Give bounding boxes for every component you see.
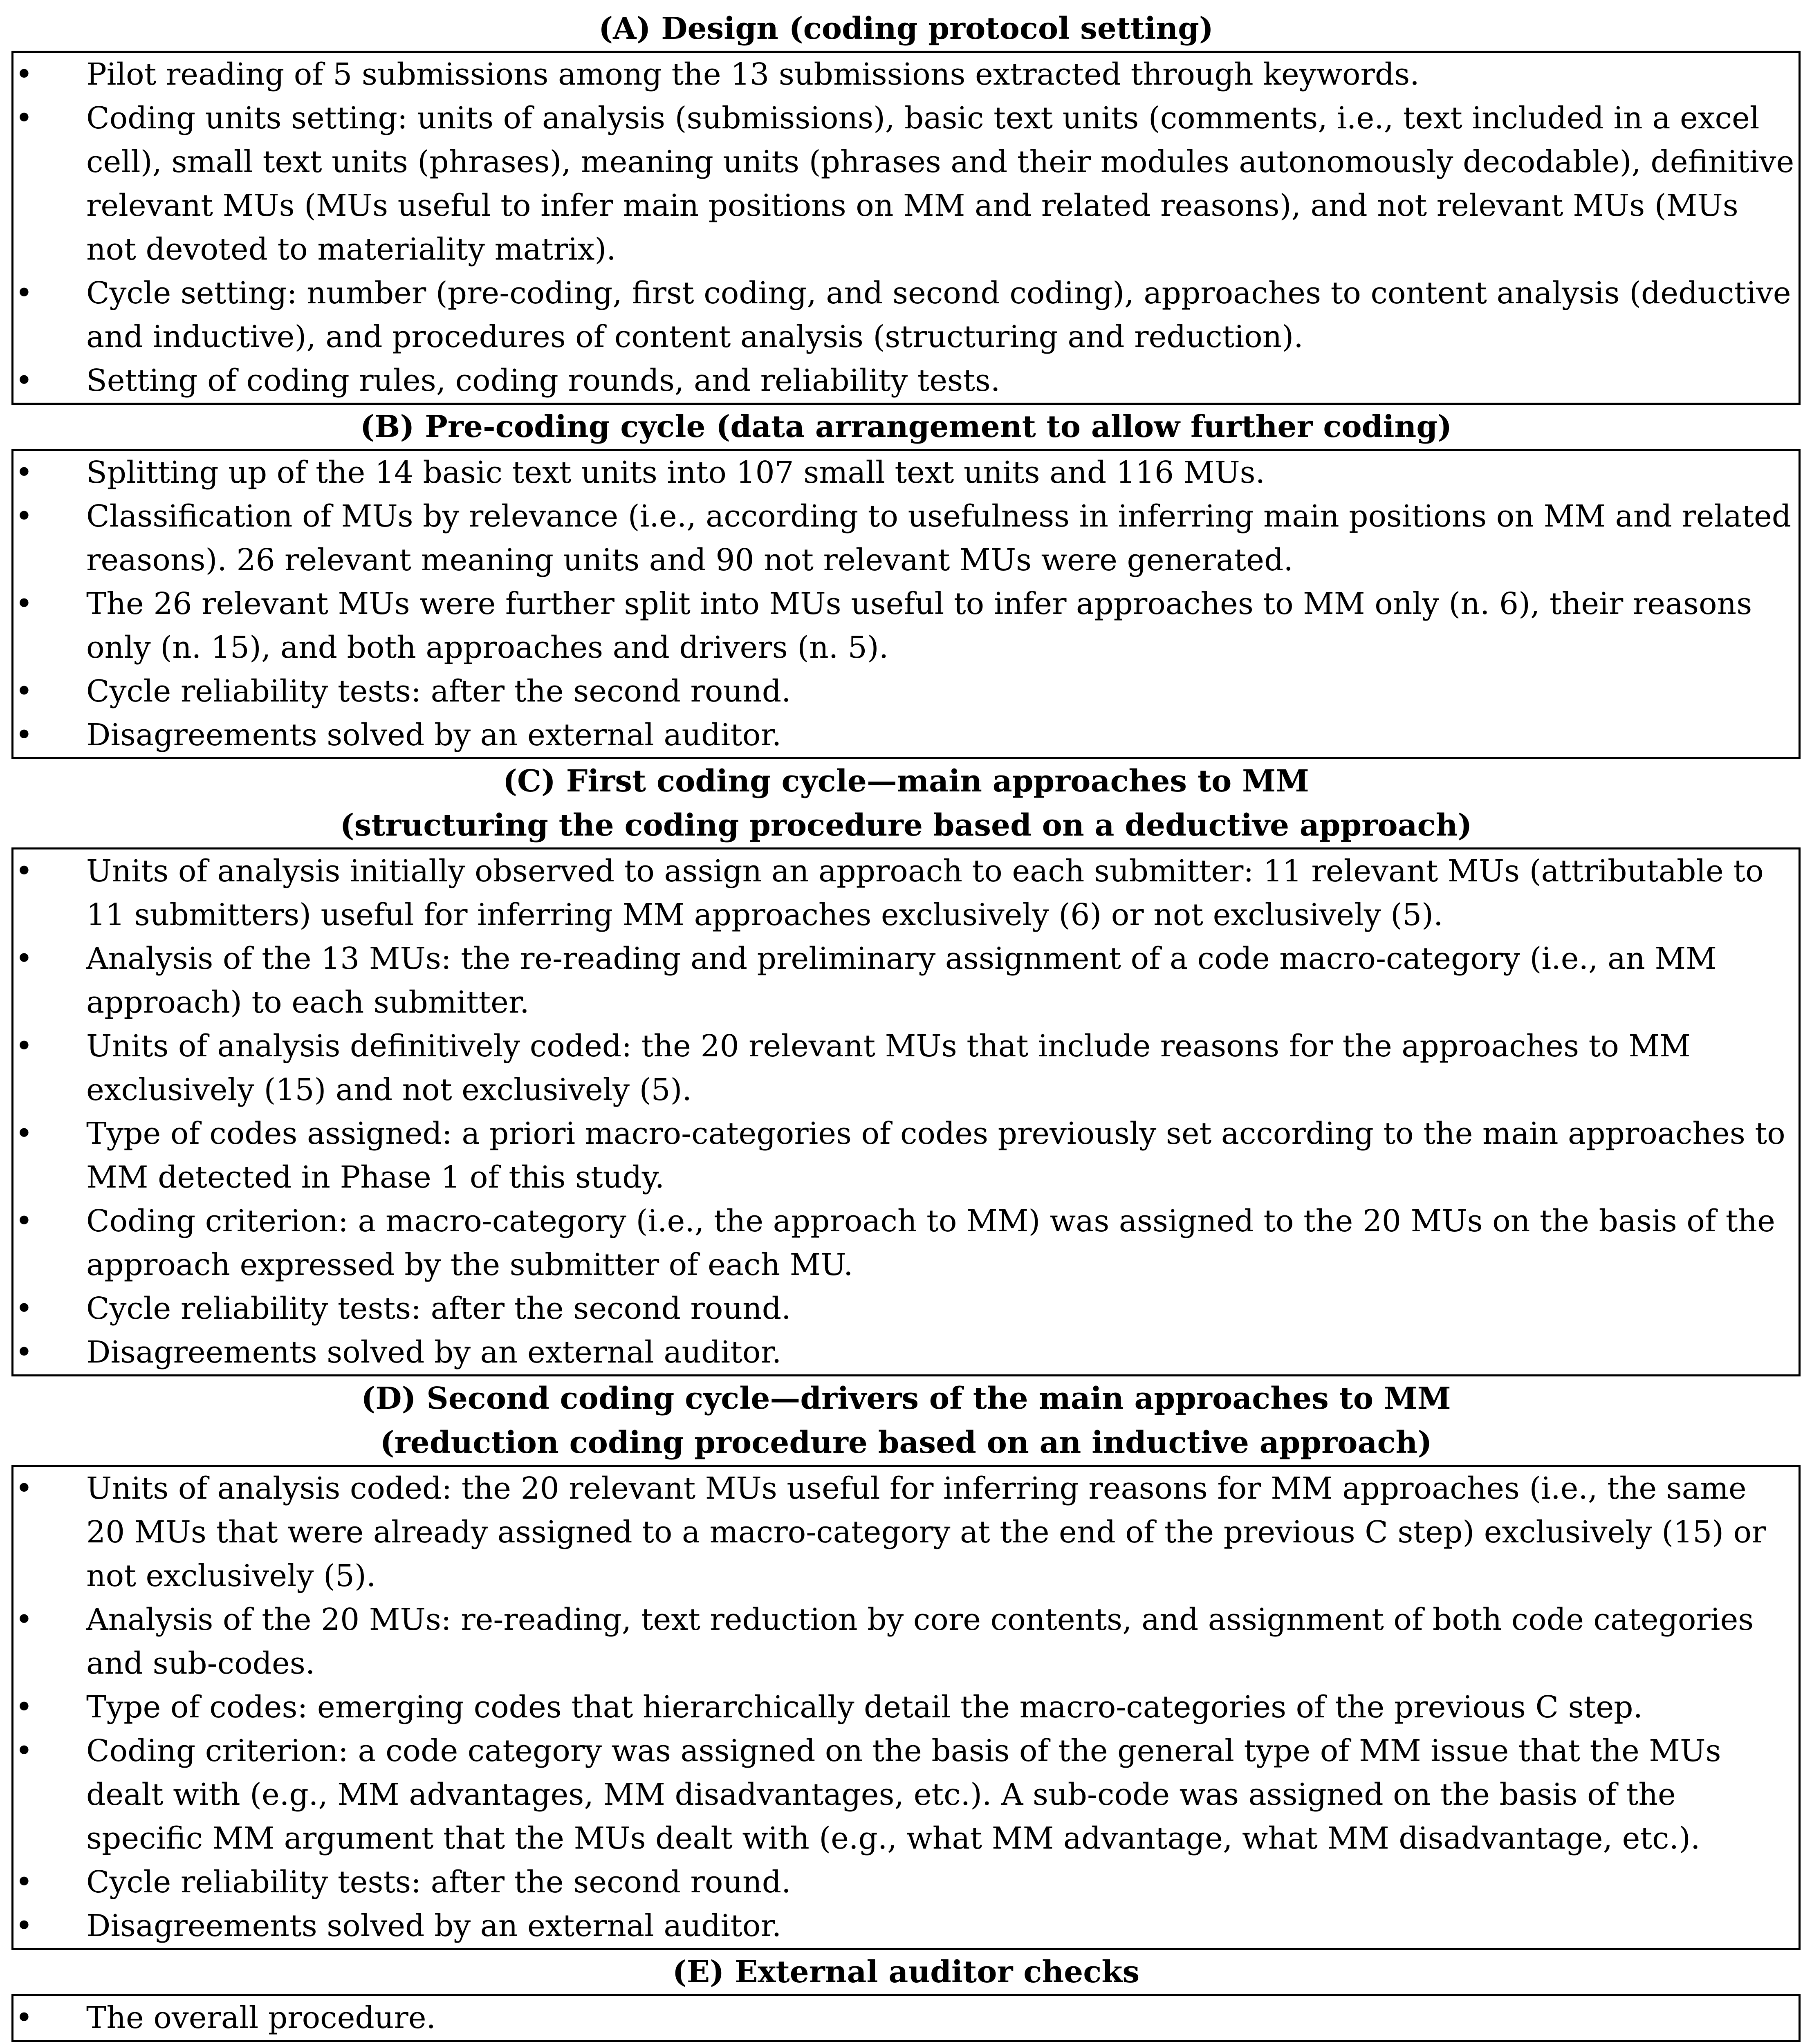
- item-text: Coding criterion: a code category was assigned on the basis of the general type of MM issue that the MUs dealt with (e.g., MM advantages, MM disadvantages, etc.). A sub-code was assigned on the basis of the specific MM argument that the MUs dealt with (e.g., what MM advantage, what MM disadvantage, etc.).: [86, 1733, 1721, 1856]
- item-text: Disagreements solved by an external auditor.: [86, 1335, 782, 1370]
- item-text: Coding criterion: a macro-category (i.e., the approach to MM) was assigned to the 20 MUs on the basis of the approach expressed by the submitter of each MU.: [86, 1204, 1775, 1282]
- section-box: [11, 51, 1801, 405]
- item-text: Splitting up of the 14 basic text units into 107 small text units and 116 MUs.: [86, 455, 1265, 490]
- list-item: [13, 582, 1794, 670]
- bullet-icon: •: [15, 941, 33, 976]
- list-item: [13, 1904, 1794, 1948]
- bullet-icon: •: [15, 2000, 33, 2035]
- bullet-icon: •: [15, 363, 33, 398]
- item-text: Type of codes: emerging codes that hierarchically detail the macro-categories of the previous C step.: [86, 1690, 1643, 1725]
- bullet-icon: •: [15, 674, 33, 709]
- item-text: Units of analysis definitively coded: the 20 relevant MUs that include reasons for the approaches to MM exclusively (15) and not exclusively (5).: [86, 1029, 1691, 1107]
- list-item: [13, 1598, 1794, 1685]
- bullet-icon: •: [15, 717, 33, 753]
- list-item: [13, 1112, 1794, 1199]
- list-item: [13, 849, 1794, 937]
- item-text: Pilot reading of 5 submissions among the 13 submissions extracted through keywords.: [86, 57, 1420, 92]
- list-item: [13, 359, 1794, 403]
- section-title: (reduction coding procedure based on an inductive approach): [380, 1425, 1432, 1460]
- section-title: (A) Design (coding protocol setting): [599, 11, 1213, 46]
- coding-procedure-table: [11, 7, 1801, 2044]
- item-text: Analysis of the 13 MUs: the re-reading and preliminary assignment of a code macro-category (i.e., an MM approach) to each submitter.: [86, 941, 1717, 1020]
- item-text: Cycle reliability tests: after the second round.: [86, 1865, 791, 1900]
- item-text: Units of analysis coded: the 20 relevant MUs useful for inferring reasons for MM approaches (i.e., the same 20 MUs that were already assigned to a macro-category at the end of the previous C step) exclusively (15) or not exclusively (5).: [86, 1471, 1766, 1594]
- section-box: [11, 449, 1801, 759]
- list-item: [13, 1331, 1794, 1374]
- list-item: [13, 53, 1794, 96]
- section-title: (E) External auditor checks: [672, 1954, 1140, 1990]
- item-text: The 26 relevant MUs were further split into MUs useful to infer approaches to MM only (n. 6), their reasons only (n. 15), and both approaches and drivers (n. 5).: [86, 586, 1752, 665]
- item-text: Cycle reliability tests: after the second round.: [86, 674, 791, 709]
- list-item: [13, 495, 1794, 582]
- bullet-icon: •: [15, 1865, 33, 1900]
- section-box: [11, 1994, 1801, 2042]
- list-item: [13, 271, 1794, 359]
- bullet-icon: •: [15, 1690, 33, 1725]
- list-item: [13, 1287, 1794, 1331]
- item-text: Setting of coding rules, coding rounds, and reliability tests.: [86, 363, 1000, 398]
- bullet-icon: •: [15, 1733, 33, 1768]
- section-title: (B) Pre-coding cycle (data arrangement to allow further coding): [360, 409, 1452, 444]
- item-text: The overall procedure.: [86, 2000, 436, 2035]
- bullet-icon: •: [15, 1116, 33, 1151]
- item-text: Type of codes assigned: a priori macro-categories of codes previously set according to the main approaches to MM detected in Phase 1 of this study.: [86, 1116, 1785, 1195]
- section-title: (C) First coding cycle—main approaches to MM: [503, 764, 1309, 799]
- item-text: Analysis of the 20 MUs: re-reading, text reduction by core contents, and assignment of both code categories and sub-codes.: [86, 1602, 1754, 1681]
- bullet-icon: •: [15, 1029, 33, 1064]
- item-text: Disagreements solved by an external auditor.: [86, 717, 782, 753]
- list-item: [13, 670, 1794, 713]
- section-title: [11, 2042, 1801, 2044]
- list-item: [13, 1199, 1794, 1287]
- list-item: [13, 713, 1794, 757]
- bullet-icon: •: [15, 1204, 33, 1239]
- item-text: Classification of MUs by relevance (i.e., according to usefulness in inferring main positions on MM and related reasons). 26 relevant meaning units and 90 not relevant MUs were generated.: [86, 499, 1792, 578]
- list-item: [13, 937, 1794, 1024]
- list-item: [13, 96, 1794, 271]
- item-text: Cycle setting: number (pre-coding, first coding, and second coding), approaches to content analysis (deductive and inductive), and procedures of content analysis (structuring and reduction).: [86, 276, 1791, 354]
- list-item: [13, 1467, 1794, 1598]
- item-text: Cycle reliability tests: after the second round.: [86, 1291, 791, 1326]
- bullet-icon: •: [15, 1335, 33, 1370]
- bullet-icon: •: [15, 586, 33, 621]
- item-text: Coding units setting: units of analysis (submissions), basic text units (comments, i.e., text included in a excel cell), small text units (phrases), meaning units (phrases and their modules autonomously decodable), definitive relevant MUs (MUs useful to infer main positions on MM and related reasons), and not relevant MUs (MUs not devoted to materiality matrix).: [86, 101, 1794, 267]
- list-item: [13, 1860, 1794, 1904]
- section-title: (D) Second coding cycle—drivers of the main approaches to MM: [361, 1381, 1451, 1416]
- section-title: (structuring the coding procedure based on a deductive approach): [340, 808, 1472, 843]
- bullet-icon: •: [15, 57, 33, 92]
- list-item: [13, 1729, 1794, 1860]
- bullet-icon: •: [15, 455, 33, 490]
- item-text: Units of analysis initially observed to assign an approach to each submitter: 11 relevant MUs (attributable to 11 submitters) useful for inferring MM approaches exclusively (6) or not exclusively (5).: [86, 854, 1764, 932]
- list-item: [13, 451, 1794, 495]
- list-item: [13, 1996, 1794, 2040]
- list-item: [13, 1024, 1794, 1112]
- item-text: Disagreements solved by an external auditor.: [86, 1908, 782, 1943]
- bullet-icon: •: [15, 1602, 33, 1637]
- list-item: [13, 1685, 1794, 1729]
- bullet-icon: •: [15, 101, 33, 136]
- bullet-icon: •: [15, 499, 33, 534]
- bullet-icon: •: [15, 854, 33, 889]
- bullet-icon: •: [15, 1291, 33, 1326]
- section-box: [11, 847, 1801, 1376]
- section-box: [11, 1465, 1801, 1950]
- bullet-icon: •: [15, 1908, 33, 1943]
- bullet-icon: •: [15, 1471, 33, 1506]
- bullet-icon: •: [15, 276, 33, 311]
